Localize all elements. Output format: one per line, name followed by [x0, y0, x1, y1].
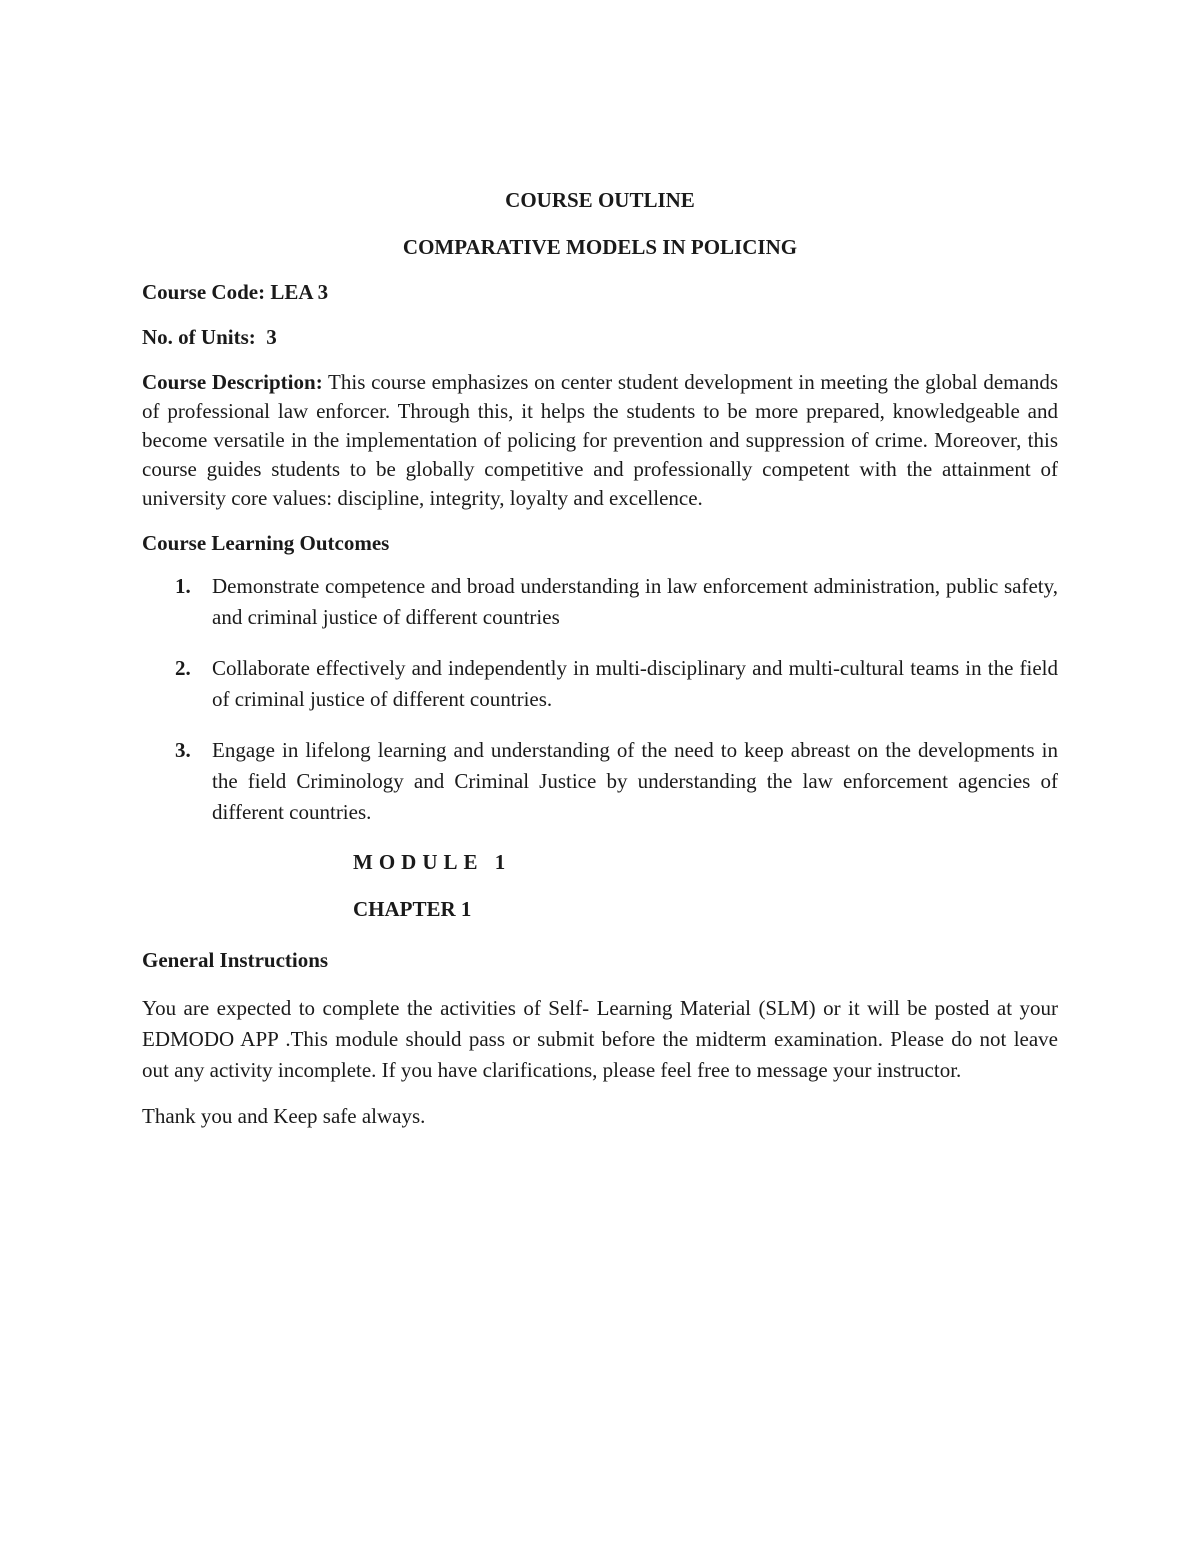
- chapter-label: CHAPTER 1: [353, 897, 472, 921]
- course-description: [142, 368, 1058, 513]
- course-units-label: No. of Units:: [142, 325, 256, 349]
- course-units: [142, 323, 1058, 352]
- list-item: [142, 735, 1058, 828]
- outcomes-heading: Course Learning Outcomes: [142, 531, 390, 555]
- course-units-value: 3: [266, 325, 277, 349]
- list-item-number: 3.: [175, 738, 191, 762]
- closing-text: Thank you and Keep safe always.: [142, 1104, 426, 1128]
- list-item-number: 2.: [175, 656, 191, 680]
- outcomes-list: [142, 571, 1058, 828]
- list-item-text: Engage in lifelong learning and understanding of the need to keep abreast on the developments in the field Criminology and Criminal Justice by understanding the law enforcement agencies of different countries.: [212, 738, 1058, 824]
- list-item: [142, 653, 1058, 715]
- course-code: [142, 278, 1058, 307]
- module-label: MODULE 1: [353, 850, 512, 874]
- instructions-heading: General Instructions: [142, 948, 329, 972]
- list-item-text: Demonstrate competence and broad understanding in law enforcement administration, public safety, and criminal justice of different countries: [212, 574, 1058, 629]
- course-code-value: LEA 3: [270, 280, 329, 304]
- list-item: [142, 571, 1058, 633]
- document-content: [142, 186, 1058, 1131]
- course-code-label: Course Code:: [142, 280, 266, 304]
- document-title: COURSE OUTLINE: [505, 188, 695, 212]
- instructions-text: You are expected to complete the activities of Self- Learning Material (SLM) or it will be posted at your EDMODO APP .This module should pass or submit before the midterm examination. Please do not leave out any activity incomplete. If you have clarifications, please feel free to message your instructor.: [142, 996, 1058, 1082]
- course-description-text: This course emphasizes on center student development in meeting the global demands of professional law enforcer. Through this, it helps the students to be more prepared, knowledgeable and become versatile in the implementation of policing for prevention and suppression of crime. Moreover, this course guides students to be globally competitive and professionally competent with the attainment of university core values: discipline, integrity, loyalty and excellence.: [142, 370, 1058, 510]
- course-title: COMPARATIVE MODELS IN POLICING: [402, 235, 798, 259]
- course-description-label: Course Description:: [142, 370, 323, 394]
- list-item-number: 1.: [175, 574, 191, 598]
- list-item-text: Collaborate effectively and independently in multi-disciplinary and multi-cultural teams in the field of criminal justice of different countries.: [212, 656, 1058, 711]
